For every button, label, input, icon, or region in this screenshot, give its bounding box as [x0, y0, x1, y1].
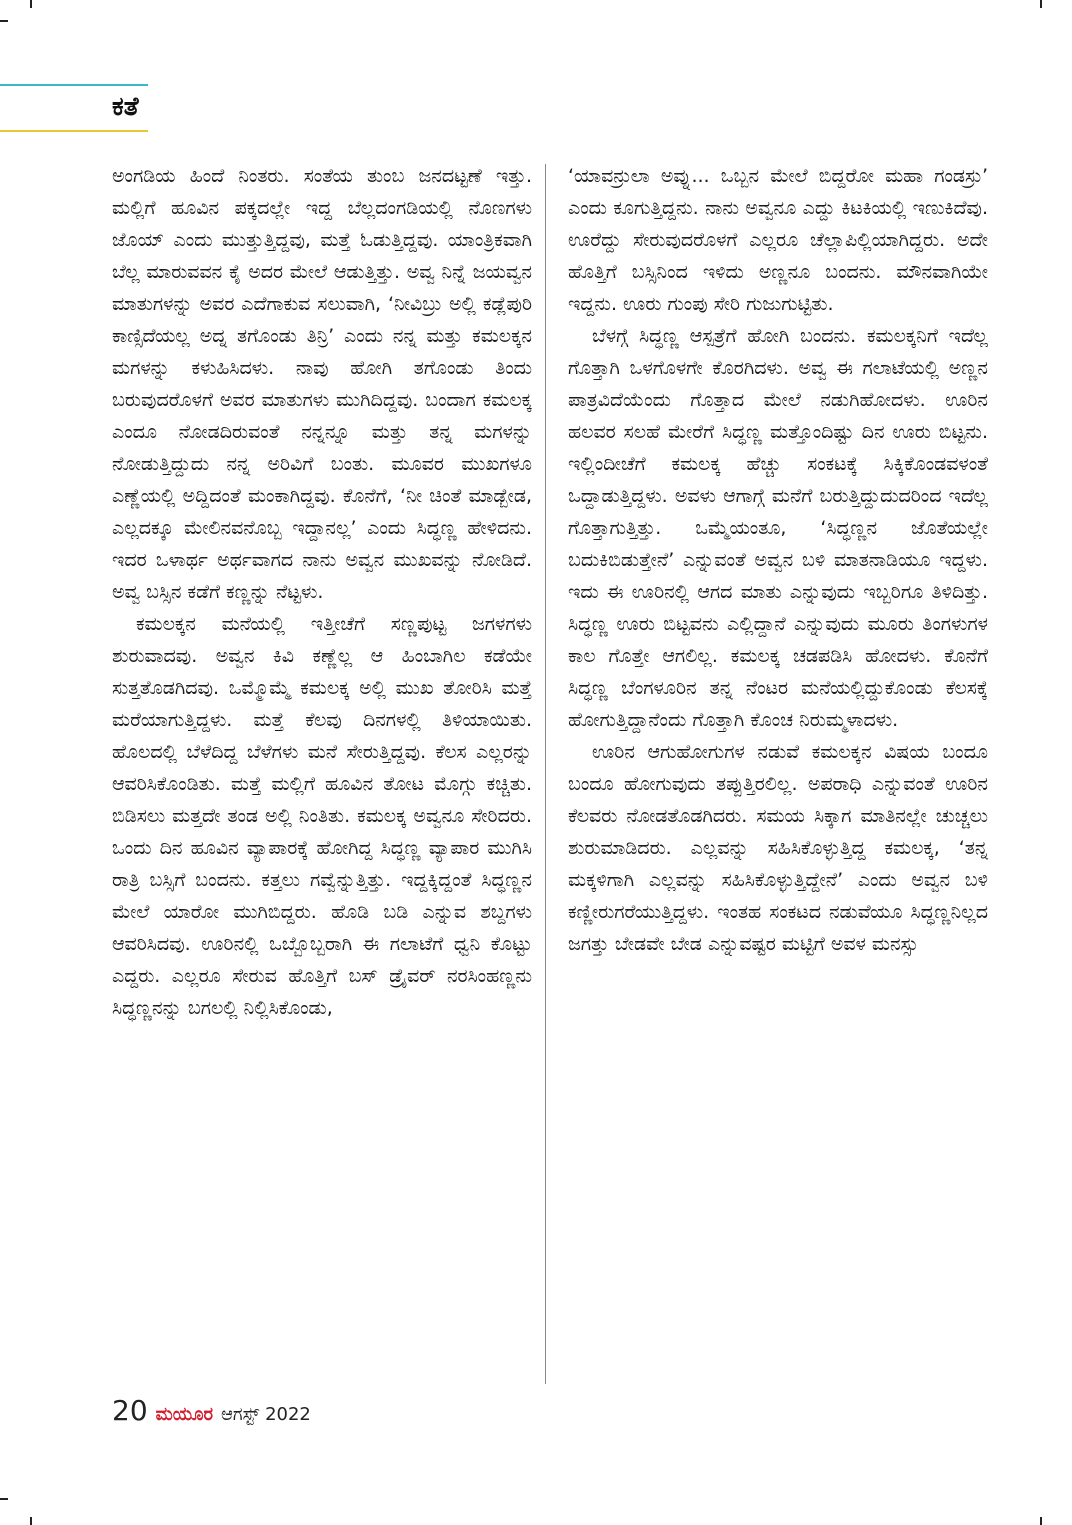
crop-mark	[0, 20, 8, 22]
crop-mark	[30, 1517, 32, 1525]
crop-mark	[1040, 0, 1042, 8]
magazine-name: ಮಯೂರ	[155, 1404, 214, 1425]
section-label: ಕತೆ	[112, 92, 139, 122]
paragraph: ಅಂಗಡಿಯ ಹಿಂದೆ ನಿಂತರು. ಸಂತೆಯ ತುಂಬ ಜನದಟ್ಟಣೆ ಇತ್ತು. ಮಲ್ಲಿಗೆ ಹೂವಿನ ಪಕ್ಕದಲ್ಲೇ ಇದ್ದ ಬೆಲ್ಲದಂಗಡಿಯಲ್ಲಿ ನೊಣಗಳು ಜೊಯ್ ಎಂದು ಮುತ್ತುತ್ತಿದ್ದವು, ಮತ್ತೆ ಓಡುತ್ತಿದ್ದವು. ಯಾಂತ್ರಿಕವಾಗಿ ಬೆಲ್ಲ ಮಾರುವವನ ಕೈ ಅದರ ಮೇಲೆ ಆಡುತ್ತಿತ್ತು. ಅವ್ವ ನಿನ್ನೆ ಜಯವ್ವನ ಮಾತುಗಳನ್ನು ಅವರ ಎದೆಗಾಕುವ ಸಲುವಾಗಿ, ‘ನೀವಿಬ್ರು ಅಲ್ಲಿ ಕಡ್ಲೆಪುರಿ ಕಾಣ್ಸಿದೆಯಲ್ಲ ಅದ್ನ ತಗೊಂಡು ತಿನ್ರಿ’ ಎಂದು ನನ್ನ ಮತ್ತು ಕಮಲಕ್ಕನ ಮಗಳನ್ನು ಕಳುಹಿಸಿದಳು. ನಾವು ಹೋಗಿ ತಗೊಂಡು ತಿಂದು ಬರುವುದರೊಳಗೆ ಅವರ ಮಾತುಗಳು ಮುಗಿದಿದ್ದವು. ಬಂದಾಗ ಕಮಲಕ್ಕ ಎಂದೂ ನೋಡದಿರುವಂತೆ ನನ್ನನ್ನೂ ಮತ್ತು ತನ್ನ ಮಗಳನ್ನು ನೋಡುತ್ತಿದ್ದುದು ನನ್ನ ಅರಿವಿಗೆ ಬಂತು. ಮೂವರ ಮುಖಗಳೂ ಎಣ್ಣೆಯಲ್ಲಿ ಅದ್ದಿದಂತೆ ಮಂಕಾಗಿದ್ದವು. ಕೊನೆಗೆ, ‘ನೀ ಚಿಂತೆ ಮಾಡ್ಬೇಡ, ಎಲ್ಲದಕ್ಕೂ ಮೇಲಿನವನೊಬ್ಬ ಇದ್ದಾನಲ್ಲ’ ಎಂದು ಸಿದ್ಧಣ್ಣ ಹೇಳಿದನು. ಇದರ ಒಳಾರ್ಥ ಅರ್ಥವಾಗದ ನಾನು ಅವ್ವನ ಮುಖವನ್ನು ನೋಡಿದೆ. ಅವ್ವ ಬಸ್ಸಿನ ಕಡೆಗೆ ಕಣ್ಣನ್ನು ನೆಟ್ಟಳು.	[112, 165, 532, 603]
paragraph: ‘ಯಾವನ್ರುಲಾ ಅವ್ನು... ಒಬ್ಬನ ಮೇಲೆ ಬಿದ್ದರೋ ಮಹಾ ಗಂಡಸ್ರು’ ಎಂದು ಕೂಗುತ್ತಿದ್ದನು. ನಾನು ಅವ್ವನೂ ಎದ್ದು ಕಿಟಕಿಯಲ್ಲಿ ಇಣುಕಿದೆವು. ಊರೆದ್ದು ಸೇರುವುದರೊಳಗೆ ಎಲ್ಲರೂ ಚೆಲ್ಲಾಪಿಲ್ಲಿಯಾಗಿದ್ದರು. ಅದೇ ಹೊತ್ತಿಗೆ ಬಸ್ಸಿನಿಂದ ಇಳಿದು ಅಣ್ಣನೂ ಬಂದನು. ಮೌನವಾಗಿಯೇ ಇದ್ದನು. ಊರು ಗುಂಪು ಸೇರಿ ಗುಜುಗುಟ್ಟಿತು.	[568, 165, 988, 315]
paragraph: ಊರಿನ ಆಗುಹೋಗುಗಳ ನಡುವೆ ಕಮಲಕ್ಕನ ವಿಷಯ ಬಂದೂ ಬಂದೂ ಹೋಗುವುದು ತಪ್ಪುತ್ತಿರಲಿಲ್ಲ. ಅಪರಾಧಿ ಎನ್ನುವಂತೆ ಊರಿನ ಕೆಲವರು ನೋಡತೊಡಗಿದರು. ಸಮಯ ಸಿಕ್ಕಾಗ ಮಾತಿನಲ್ಲೇ ಚುಚ್ಚಲು ಶುರುಮಾಡಿದರು. ಎಲ್ಲವನ್ನು ಸಹಿಸಿಕೊಳ್ಳುತ್ತಿದ್ದ ಕಮಲಕ್ಕ, ‘ತನ್ನ ಮಕ್ಕಳಿಗಾಗಿ ಎಲ್ಲವನ್ನು ಸಹಿಸಿಕೊಳ್ಳುತ್ತಿದ್ದೇನೆ’ ಎಂದು ಅವ್ವನ ಬಳಿ ಕಣ್ಣೀರುಗರೆಯುತ್ತಿದ್ದಳು. ಇಂತಹ ಸಂಕಟದ ನಡುವೆಯೂ ಸಿದ್ಧಣ್ಣನಿಲ್ಲದ ಜಗತ್ತು ಬೇಡವೇ ಬೇಡ ಎನ್ನುವಷ್ಟರ ಮಟ್ಟಿಗೆ ಅವಳ ಮನಸ್ಸು	[568, 741, 988, 955]
column-divider	[545, 164, 546, 1384]
page-number: 20	[112, 1394, 148, 1427]
crop-mark	[0, 1498, 8, 1500]
article-column-left	[112, 160, 532, 1024]
page-footer	[112, 1394, 311, 1430]
section-rule-top	[0, 84, 148, 86]
crop-mark	[1040, 1517, 1042, 1525]
paragraph: ಕಮಲಕ್ಕನ ಮನೆಯಲ್ಲಿ ಇತ್ತೀಚೆಗೆ ಸಣ್ಣಪುಟ್ಟ ಜಗಳಗಳು ಶುರುವಾದವು. ಅವ್ವನ ಕಿವಿ ಕಣ್ಣೆಲ್ಲ ಆ ಹಿಂಬಾಗಿಲ ಕಡೆಯೇ ಸುತ್ತತೊಡಗಿದವು. ಒಮ್ಮೊಮ್ಮೆ ಕಮಲಕ್ಕ ಅಲ್ಲಿ ಮುಖ ತೋರಿಸಿ ಮತ್ತೆ ಮರೆಯಾಗುತ್ತಿದ್ದಳು. ಮತ್ತೆ ಕೆಲವು ದಿನಗಳಲ್ಲಿ ತಿಳಿಯಾಯಿತು. ಹೊಲದಲ್ಲಿ ಬೆಳೆದಿದ್ದ ಬೆಳೆಗಳು ಮನೆ ಸೇರುತ್ತಿದ್ದವು. ಕೆಲಸ ಎಲ್ಲರನ್ನು ಆವರಿಸಿಕೊಂಡಿತು. ಮತ್ತೆ ಮಲ್ಲಿಗೆ ಹೂವಿನ ತೋಟ ಮೊಗ್ಗು ಕಚ್ಚಿತು. ಬಿಡಿಸಲು ಮತ್ತದೇ ತಂಡ ಅಲ್ಲಿ ನಿಂತಿತು. ಕಮಲಕ್ಕ ಅವ್ವನೂ ಸೇರಿದರು. ಒಂದು ದಿನ ಹೂವಿನ ವ್ಯಾಪಾರಕ್ಕೆ ಹೋಗಿದ್ದ ಸಿದ್ಧಣ್ಣ ವ್ಯಾಪಾರ ಮುಗಿಸಿ ರಾತ್ರಿ ಬಸ್ಸಿಗೆ ಬಂದನು. ಕತ್ತಲು ಗವ್ವೆನ್ನುತ್ತಿತ್ತು. ಇದ್ದಕ್ಕಿದ್ದಂತೆ ಸಿದ್ಧಣ್ಣನ ಮೇಲೆ ಯಾರೋ ಮುಗಿಬಿದ್ದರು. ಹೊಡಿ ಬಡಿ ಎನ್ನುವ ಶಬ್ದಗಳು ಆವರಿಸಿದವು. ಊರಿನಲ್ಲಿ ಒಬ್ಬೊಬ್ಬರಾಗಿ ಈ ಗಲಾಟೆಗೆ ಧ್ವನಿ ಕೊಟ್ಟು ಎದ್ದರು. ಎಲ್ಲರೂ ಸೇರುವ ಹೊತ್ತಿಗೆ ಬಸ್ ಡ್ರೈವರ್ ನರಸಿಂಹಣ್ಣನು ಸಿದ್ಧಣ್ಣನನ್ನು ಬಗಲಲ್ಲಿ ನಿಲ್ಲಿಸಿಕೊಂಡು,	[112, 613, 532, 1019]
paragraph: ಬೆಳಗ್ಗೆ ಸಿದ್ಧಣ್ಣ ಆಸ್ಪತ್ರೆಗೆ ಹೋಗಿ ಬಂದನು. ಕಮಲಕ್ಕನಿಗೆ ಇದೆಲ್ಲ ಗೊತ್ತಾಗಿ ಒಳಗೊಳಗೇ ಕೊರಗಿದಳು. ಅವ್ವ ಈ ಗಲಾಟೆಯಲ್ಲಿ ಅಣ್ಣನ ಪಾತ್ರವಿದೆಯೆಂದು ಗೊತ್ತಾದ ಮೇಲೆ ನಡುಗಿಹೋದಳು. ಊರಿನ ಹಲವರ ಸಲಹೆ ಮೇರೆಗೆ ಸಿದ್ಧಣ್ಣ ಮತ್ತೊಂದಿಷ್ಟು ದಿನ ಊರು ಬಿಟ್ಟನು. ಇಲ್ಲಿಂದೀಚೆಗೆ ಕಮಲಕ್ಕ ಹೆಚ್ಚು ಸಂಕಟಕ್ಕೆ ಸಿಕ್ಕಿಕೊಂಡವಳಂತೆ ಒದ್ದಾಡುತ್ತಿದ್ದಳು. ಅವಳು ಆಗಾಗ್ಗೆ ಮನೆಗೆ ಬರುತ್ತಿದ್ದುದುದರಿಂದ ಇದೆಲ್ಲ ಗೊತ್ತಾಗುತ್ತಿತ್ತು. ಒಮ್ಮೆಯಂತೂ, ‘ಸಿದ್ಧಣ್ಣನ ಜೊತೆಯಲ್ಲೇ ಬದುಕಿಬಿಡುತ್ತೇನೆ’ ಎನ್ನುವಂತೆ ಅವ್ವನ ಬಳಿ ಮಾತನಾಡಿಯೂ ಇದ್ದಳು. ಇದು ಈ ಊರಿನಲ್ಲಿ ಆಗದ ಮಾತು ಎನ್ನುವುದು ಇಬ್ಬರಿಗೂ ತಿಳಿದಿತ್ತು. ಸಿದ್ಧಣ್ಣ ಊರು ಬಿಟ್ಟವನು ಎಲ್ಲಿದ್ದಾನೆ ಎನ್ನುವುದು ಮೂರು ತಿಂಗಳುಗಳ ಕಾಲ ಗೊತ್ತೇ ಆಗಲಿಲ್ಲ. ಕಮಲಕ್ಕ ಚಡಪಡಿಸಿ ಹೋದಳು. ಕೊನೆಗೆ ಸಿದ್ಧಣ್ಣ ಬೆಂಗಳೂರಿನ ತನ್ನ ನೆಂಟರ ಮನೆಯಲ್ಲಿದ್ದುಕೊಂಡು ಕೆಲಸಕ್ಕೆ ಹೋಗುತ್ತಿದ್ದಾನೆಂದು ಗೊತ್ತಾಗಿ ಕೊಂಚ ನಿರುಮ್ಮಳಾದಳು.	[568, 325, 988, 731]
issue-date: ಆಗಸ್ಟ್ 2022	[221, 1404, 311, 1425]
crop-mark	[30, 0, 32, 8]
section-rule-bottom	[0, 130, 148, 132]
article-column-right	[568, 160, 988, 960]
